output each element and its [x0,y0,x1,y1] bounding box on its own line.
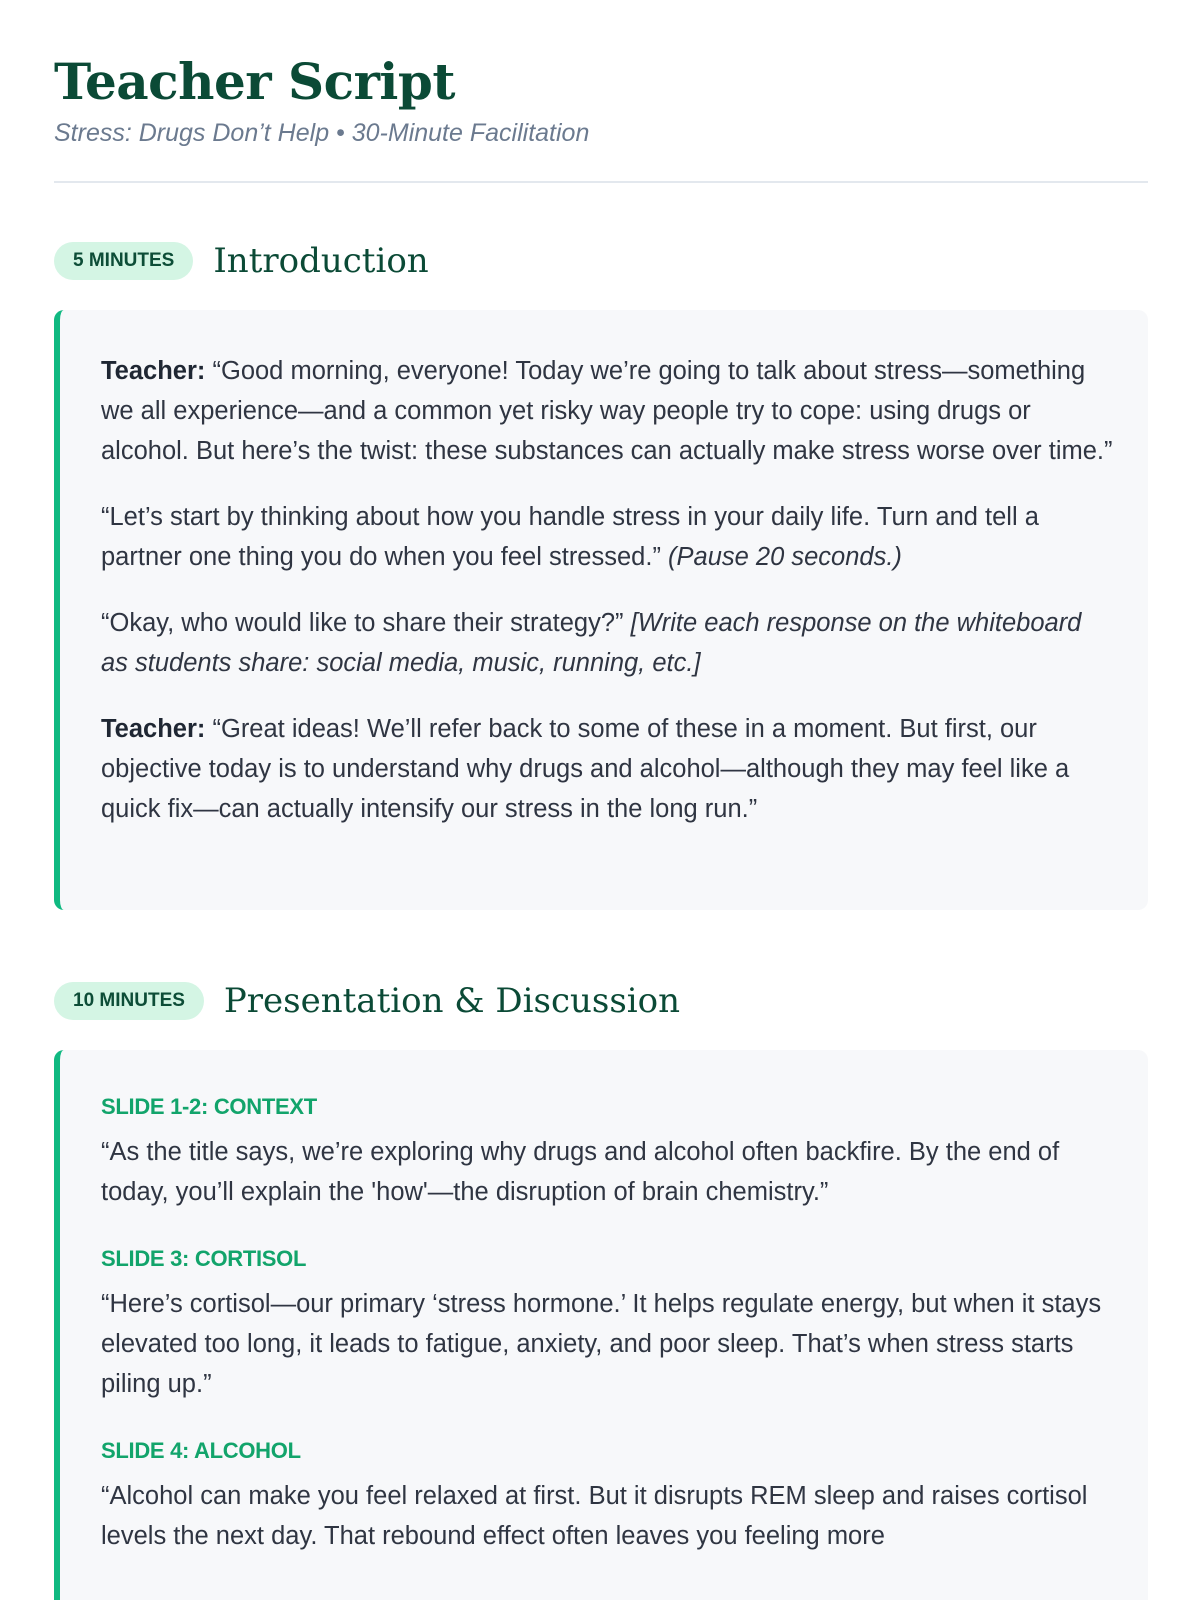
slide-script-text: “As the title says, we’re exploring why drugs and alcohol often backfire. By the end of today, you’ll explain the 'how'—the disruption of brain chemistry.” [101,1138,1060,1206]
section-title: Presentation & Discussion [223,981,681,1021]
script-paragraph [101,497,1114,577]
duration-badge: 5 MINUTES [54,242,193,280]
paragraph-text: “Good morning, everyone! Today we’re going to talk about stress—something we all experience—and a common yet risky way people try to cope: using drugs or alcohol. But here’s the twist: these substances can actually make stress worse over time.” [101,357,1113,465]
introduction-script-card [54,310,1148,910]
slide-script-text: “Alcohol can make you feel relaxed at first. But it disrupts REM sleep and raises cortisol levels the next day. That rebound effect often leaves you feeling more [101,1482,1088,1550]
script-paragraph [101,603,1114,683]
slide-script-text: “Here’s cortisol—our primary ‘stress hormone.’ It helps regulate energy, but when it stays elevated too long, it leads to fatigue, anxiety, and poor sleep. That’s when stress starts piling up.” [101,1290,1102,1398]
speaker-label: Teacher: [101,715,206,743]
section-header-introduction [54,241,429,281]
script-paragraph [101,709,1114,829]
slide-label: SLIDE 1-2: CONTEXT [101,1094,317,1119]
paragraph-text: “Great ideas! We’ll refer back to some of these in a moment. But first, our objective today is to understand why drugs and alcohol—although they may feel like a quick fix—can actually intensify our stress in the long run.” [101,715,1070,823]
header-divider [54,181,1148,183]
section-title: Introduction [213,241,429,281]
paragraph-text: “Okay, who would like to share their strategy?” [101,609,624,637]
page-title: Teacher Script [54,52,455,111]
duration-badge: 10 MINUTES [54,982,204,1020]
speaker-label: Teacher: [101,357,206,385]
stage-direction: [Write each response on the whiteboard as students share: social media, music, running, etc.] [101,609,1082,677]
paragraph-text: “Let’s start by thinking about how you handle stress in your daily life. Turn and tell a partner one thing you do when you feel stressed.” [101,503,1039,571]
slide-label: SLIDE 3: CORTISOL [101,1246,307,1271]
presentation-script-card [54,1050,1148,1600]
slide-label: SLIDE 4: ALCOHOL [101,1438,301,1463]
script-paragraph [101,351,1114,471]
stage-direction: (Pause 20 seconds.) [668,543,902,571]
section-header-presentation [54,981,680,1021]
page-subtitle: Stress: Drugs Don’t Help • 30-Minute Facilitation [54,119,590,147]
